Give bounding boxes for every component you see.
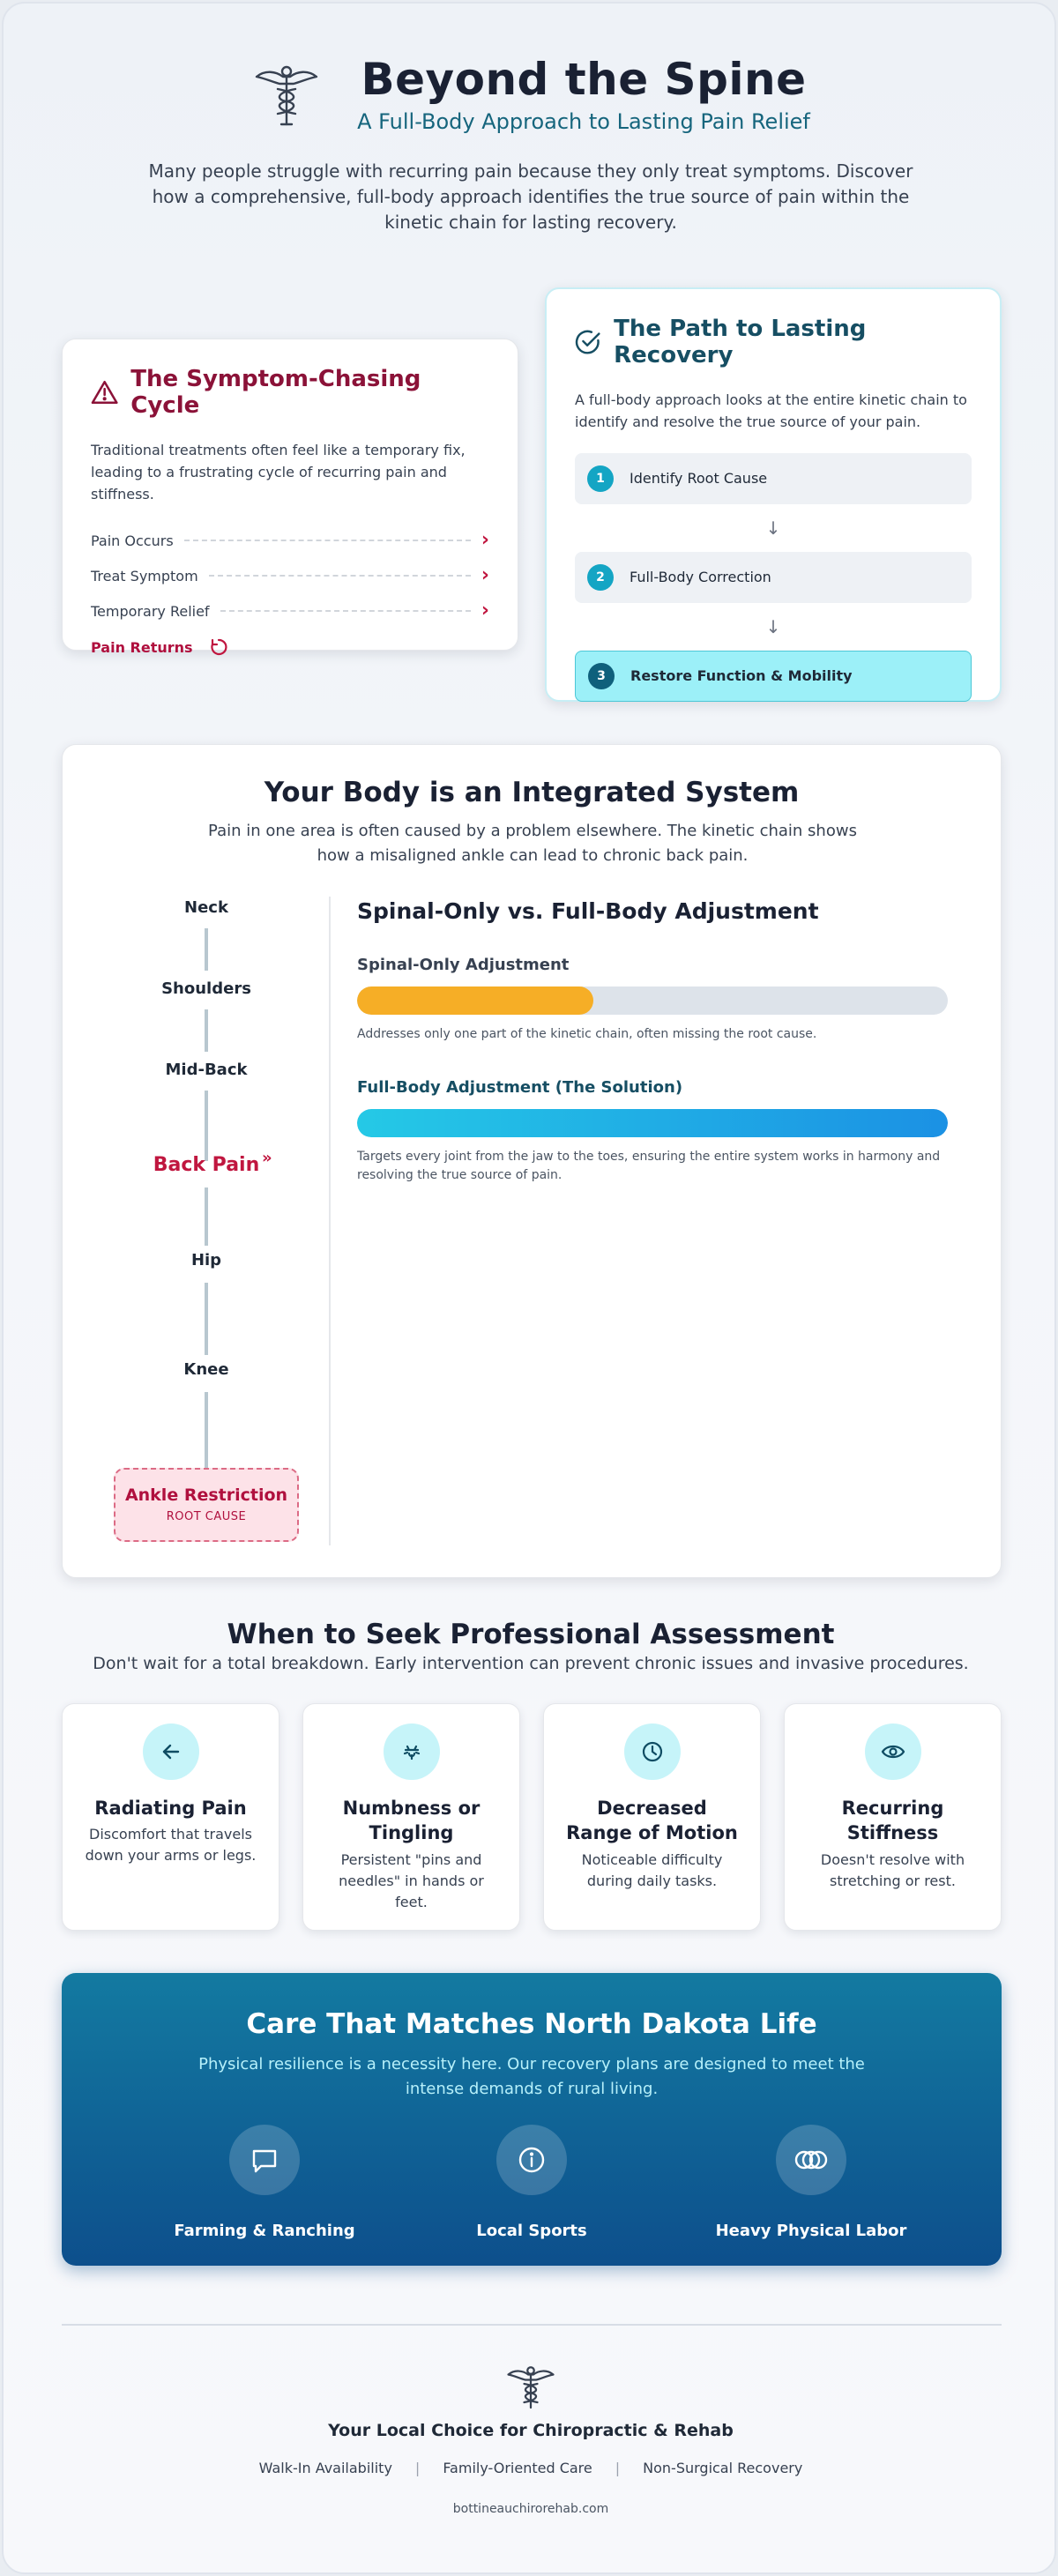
caduceus-icon [504,2363,557,2410]
full-body-bar-fill [357,1109,948,1137]
footer-feature: Walk-In Availability [258,2460,392,2476]
chain-node-neck: Neck [184,898,228,917]
nd-item-label: Farming & Ranching [174,2222,355,2240]
footer-separator: | [414,2460,421,2476]
recovery-path-description: A full-body approach looks at the entire kinetic chain to identify and resolve the true source of your pain. [575,391,967,430]
chain-node-shoulders: Shoulders [161,979,251,998]
chain-connector [205,928,208,971]
symptom-name: Radiating Pain [94,1798,247,1819]
system-title: Your Body is an Integrated System [264,777,800,808]
recovery-step [575,552,972,603]
symptom-name: Decreased Range of Motion [566,1798,738,1844]
page [2,2,1056,2574]
footer-divider [62,2324,1002,2326]
recovery-step-final [575,651,972,702]
nd-item [150,2125,379,2240]
footer-url[interactable]: bottineauchirorehab.com [452,2502,609,2516]
footer-feature: Family-Oriented Care [443,2460,592,2476]
root-cause-label: Ankle Restriction [124,1485,288,1505]
spinal-only-bar-fill [357,986,593,1015]
nd-item-label: Local Sports [476,2222,587,2240]
chain-connector [205,1392,208,1468]
symptom-card [302,1703,520,1931]
full-body-bar [357,1109,948,1137]
chevron-right-icon: › [481,529,489,552]
warning-triangle-icon [91,379,118,406]
spinal-only-label: Spinal-Only Adjustment [357,956,570,974]
integrated-system-card [62,744,1002,1578]
footer-feature: Non-Surgical Recovery [643,2460,803,2476]
kinetic-chain [63,745,327,1579]
chain-node-label: Back Pain [153,1154,260,1176]
full-body-note: Targets every joint from the jaw to the toes, ensuring the entire system works in harmony and resolving the true source of pain. [357,1150,941,1182]
symptom-cycle-title: The Symptom-Chasing Cycle [130,366,421,419]
chain-connector [205,1091,208,1161]
spinal-only-bar [357,986,948,1015]
chain-connector [205,1283,208,1355]
page-subtitle: A Full-Body Approach to Lasting Pain Relief [357,108,810,134]
step-number: 1 [587,465,614,492]
symptom-card [62,1703,279,1931]
header [4,55,1056,235]
root-cause-box [114,1468,299,1542]
nerve-icon [384,1724,440,1780]
cycle-step-label: Pain Occurs [91,532,174,549]
nd-item-label: Heavy Physical Labor [715,2222,907,2240]
nd-item [697,2125,926,2240]
info-circle-icon [496,2125,567,2195]
arrow-down-icon: ↓ [765,615,781,637]
arrow-left-icon [143,1724,199,1780]
chain-node-back-pain [89,1149,324,1176]
dashed-connector [220,610,471,612]
intro-text: Many people struggle with recurring pain because they only treat symptoms. Discover how a comprehensive, full-body approach identifies the true source of pain within the kinetic chain for lasting recovery. [148,160,913,233]
cycle-final-label: Pain Returns [91,638,193,656]
comparison-title: Spinal-Only vs. Full-Body Adjustment [357,898,819,924]
refresh-icon [209,637,228,657]
double-chevron-icon: » [262,1149,272,1167]
spinal-only-note: Addresses only one part of the kinetic chain, often missing the root cause. [357,1027,817,1041]
step-label: Full-Body Correction [630,569,771,586]
cycle-step [91,558,489,593]
arrow-down-icon: ↓ [765,517,781,539]
symptom-desc: Noticeable difficulty during daily tasks. [581,1850,723,1889]
caduceus-icon [251,59,322,130]
chevron-right-icon: › [481,564,489,587]
nd-title: Care That Matches North Dakota Life [246,2008,817,2040]
full-body-label: Full-Body Adjustment (The Solution) [357,1078,683,1098]
cycle-list [91,523,489,666]
seek-title: When to Seek Professional Assessment [227,1619,835,1650]
symptom-desc: Persistent "pins and needles" in hands or feet. [339,1850,484,1910]
recovery-steps [575,453,972,702]
cycle-step [91,593,489,629]
adjustment-comparison [357,897,948,1184]
symptom-card [784,1703,1002,1931]
eye-icon [865,1724,921,1780]
check-circle-icon [575,328,601,356]
recovery-step [575,453,972,504]
system-description: Pain in one area is often caused by a problem elsewhere. The kinetic chain shows how a misaligned ankle can lead to chronic back pain. [208,822,857,865]
north-dakota-banner [62,1973,1002,2266]
recovery-path-card [545,287,1002,702]
chain-node-hip: Hip [190,1251,222,1269]
seek-description: Don't wait for a total breakdown. Early intervention can prevent chronic issues and invasive procedures. [93,1654,969,1673]
chain-node-mid-back: Mid-Back [165,1061,248,1079]
step-label: Identify Root Cause [630,470,768,488]
symptom-cards [62,1703,1002,1931]
footer-separator: | [615,2460,621,2476]
chat-bubble-icon [229,2125,300,2195]
symptom-cycle-description: Traditional treatments often feel like a temporary fix, leading to a frustrating cycle of recurring pain and stiffness. [91,442,466,503]
symptom-desc: Discomfort that travels down your arms or legs. [85,1826,257,1865]
step-label: Restore Function & Mobility [630,667,853,685]
footer-tagline: Your Local Choice for Chiropractic & Rehab [328,2421,734,2440]
symptom-cycle-card [62,339,518,656]
rings-icon [776,2125,846,2195]
symptom-name: Numbness or Tingling [342,1798,481,1844]
recovery-path-title: The Path to Lasting Recovery [614,316,867,369]
vertical-divider [329,897,331,1545]
footer-features [4,2460,1056,2476]
cycle-final-step [91,629,489,666]
dashed-connector [209,575,471,577]
nd-item [417,2125,646,2240]
root-cause-sub: ROOT CAUSE [166,1510,247,1523]
nd-description: Physical resilience is a necessity here. Our recovery plans are designed to meet the intense demands of rural living. [198,2055,865,2098]
chain-node-knee: Knee [183,1360,229,1379]
cycle-step-label: Treat Symptom [91,567,198,584]
dashed-connector [184,540,471,541]
page-title: Beyond the Spine [361,54,807,105]
step-number: 2 [587,564,614,591]
chain-connector [205,1187,208,1246]
clock-icon [624,1724,681,1780]
cycle-step-label: Temporary Relief [91,602,210,620]
symptom-desc: Doesn't resolve with stretching or rest. [820,1850,965,1889]
chevron-right-icon: › [481,599,489,622]
symptom-card [543,1703,761,1931]
symptom-name: Recurring Stiffness [841,1798,944,1844]
chain-connector [205,1009,208,1052]
step-number: 3 [588,663,615,689]
cycle-step [91,523,489,558]
